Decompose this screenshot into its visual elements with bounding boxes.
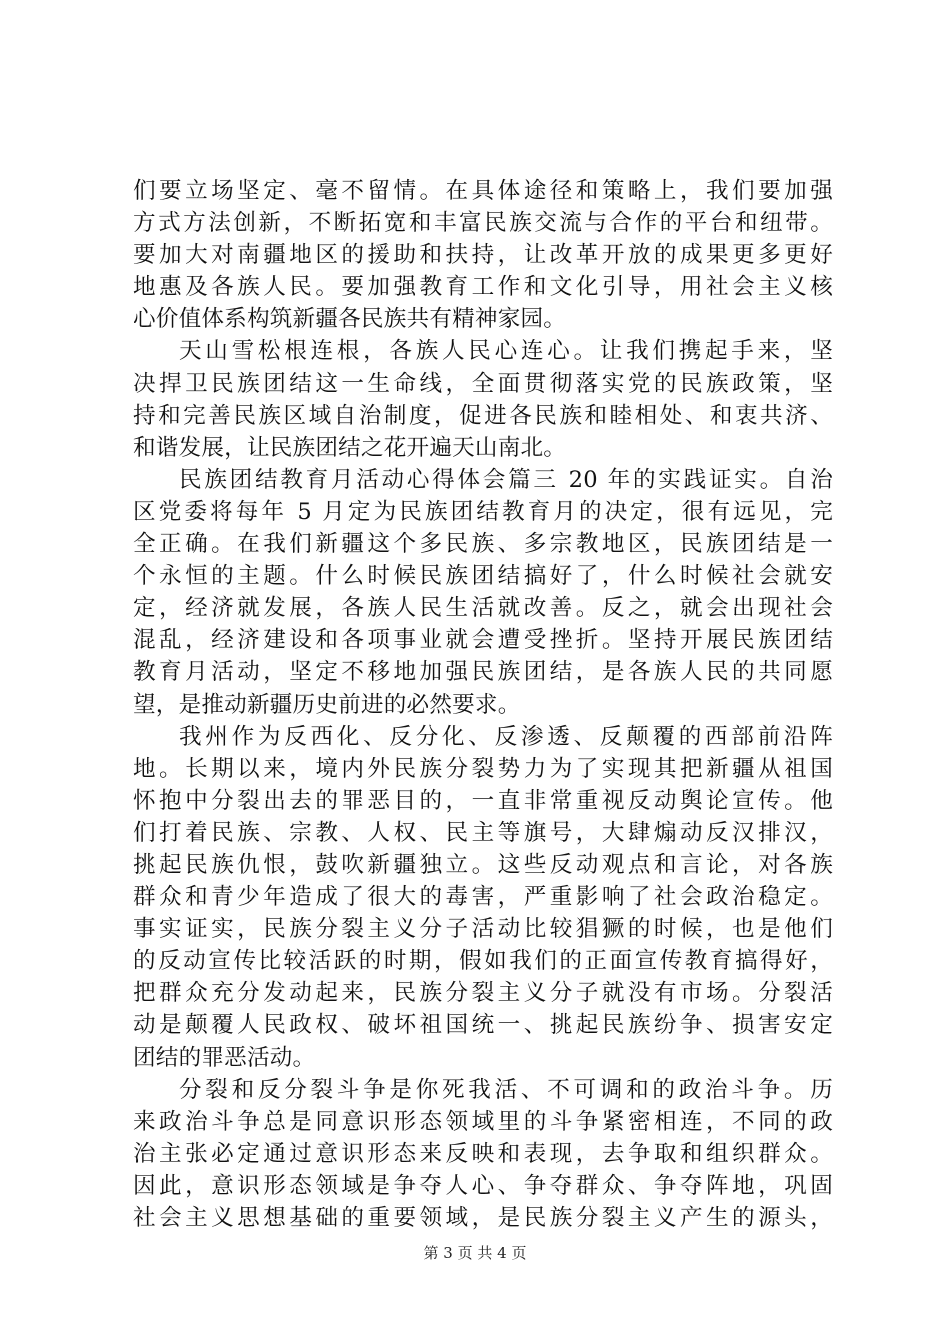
text-line: 和谐发展，让民族团结之花开遍天山南北。 — [133, 434, 567, 461]
text-line: 定，经济就发展，各族人民生活就改善。反之，就会出现社会 — [133, 595, 833, 622]
text-line: 我州作为反西化、反分化、反渗透、反颠覆的西部前沿阵 — [179, 723, 833, 750]
text-line: 事实证实，民族分裂主义分子活动比较猖獗的时候，也是他们 — [133, 916, 833, 943]
text-line: 来政治斗争总是同意识形态领域里的斗争紧密相连，不同的政 — [133, 1108, 833, 1135]
text-line: 社会主义思想基础的重要领域，是民族分裂主义产生的源头， — [133, 1205, 833, 1231]
text-line: 们要立场坚定、毫不留情。在具体途径和策略上，我们要加强 — [133, 178, 833, 204]
text-line: 决捍卫民族团结这一生命线，全面贯彻落实党的民族政策，坚 — [133, 370, 833, 397]
text-line: 持和完善民族区域自治制度，促进各民族和睦相处、和衷共济、 — [133, 402, 833, 429]
paragraph-4 — [133, 721, 833, 1074]
paragraph-2 — [133, 335, 833, 463]
text-line: 的反动宣传比较活跃的时期，假如我们的正面宣传教育搞得好， — [133, 948, 833, 975]
text-line: 混乱，经济建设和各项事业就会遭受挫折。坚持开展民族团结 — [133, 627, 833, 654]
text-line: 地。长期以来，境内外民族分裂势力为了实现其把新疆从祖国 — [133, 755, 833, 782]
text-line: 群众和青少年造成了很大的毒害，严重影响了社会政治稳定。 — [133, 884, 833, 911]
text-line: 挑起民族仇恨，鼓吹新疆独立。这些反动观点和言论，对各族 — [133, 851, 833, 878]
text-line: 把群众充分发动起来，民族分裂主义分子就没有市场。分裂活 — [133, 980, 833, 1007]
text-line: 区党委将每年 5 月定为民族团结教育月的决定，很有远见，完 — [133, 498, 833, 525]
text-line: 天山雪松根连根，各族人民心连心。让我们携起手来，坚 — [179, 338, 833, 365]
text-line: 民族团结教育月活动心得体会篇三 20 年的实践证实。自治 — [179, 466, 833, 493]
text-line: 方式方法创新，不断拓宽和丰富民族交流与合作的平台和纽带。 — [133, 210, 833, 237]
text-line: 分裂和反分裂斗争是你死我活、不可调和的政治斗争。历 — [179, 1076, 833, 1103]
text-line: 教育月活动，坚定不移地加强民族团结，是各族人民的共同愿 — [133, 659, 833, 686]
page-footer — [0, 1242, 950, 1263]
text-line: 治主张必定通过意识形态来反映和表现，去争取和组织群众。 — [133, 1140, 833, 1167]
text-line: 地惠及各族人民。要加强教育工作和文化引导，用社会主义核 — [133, 274, 833, 301]
text-line: 们打着民族、宗教、人权、民主等旗号，大肆煽动反汉排汉， — [133, 819, 833, 846]
text-line: 个永恒的主题。什么时候民族团结搞好了，什么时候社会就安 — [133, 563, 833, 590]
paragraph-1 — [133, 175, 833, 335]
text-line: 动是颠覆人民政权、破坏祖国统一、挑起民族纷争、损害安定 — [133, 1012, 833, 1039]
text-line: 全正确。在我们新疆这个多民族、多宗教地区，民族团结是一 — [133, 531, 833, 558]
text-line: 望，是推动新疆历史前进的必然要求。 — [133, 691, 521, 718]
text-line: 团结的罪恶活动。 — [133, 1044, 316, 1071]
paragraph-3 — [133, 464, 833, 721]
page-indicator: 第 3 页 共 4 页 — [423, 1244, 527, 1262]
document-body — [133, 175, 833, 1234]
paragraph-5 — [133, 1074, 833, 1234]
text-line: 要加大对南疆地区的援助和扶持，让改革开放的成果更多更好 — [133, 242, 833, 269]
text-line: 因此，意识形态领域是争夺人心、争夺群众、争夺阵地，巩固 — [133, 1172, 833, 1199]
text-line: 心价值体系构筑新疆各民族共有精神家园。 — [133, 306, 567, 333]
text-line: 怀抱中分裂出去的罪恶目的，一直非常重视反动舆论宣传。他 — [133, 787, 833, 814]
